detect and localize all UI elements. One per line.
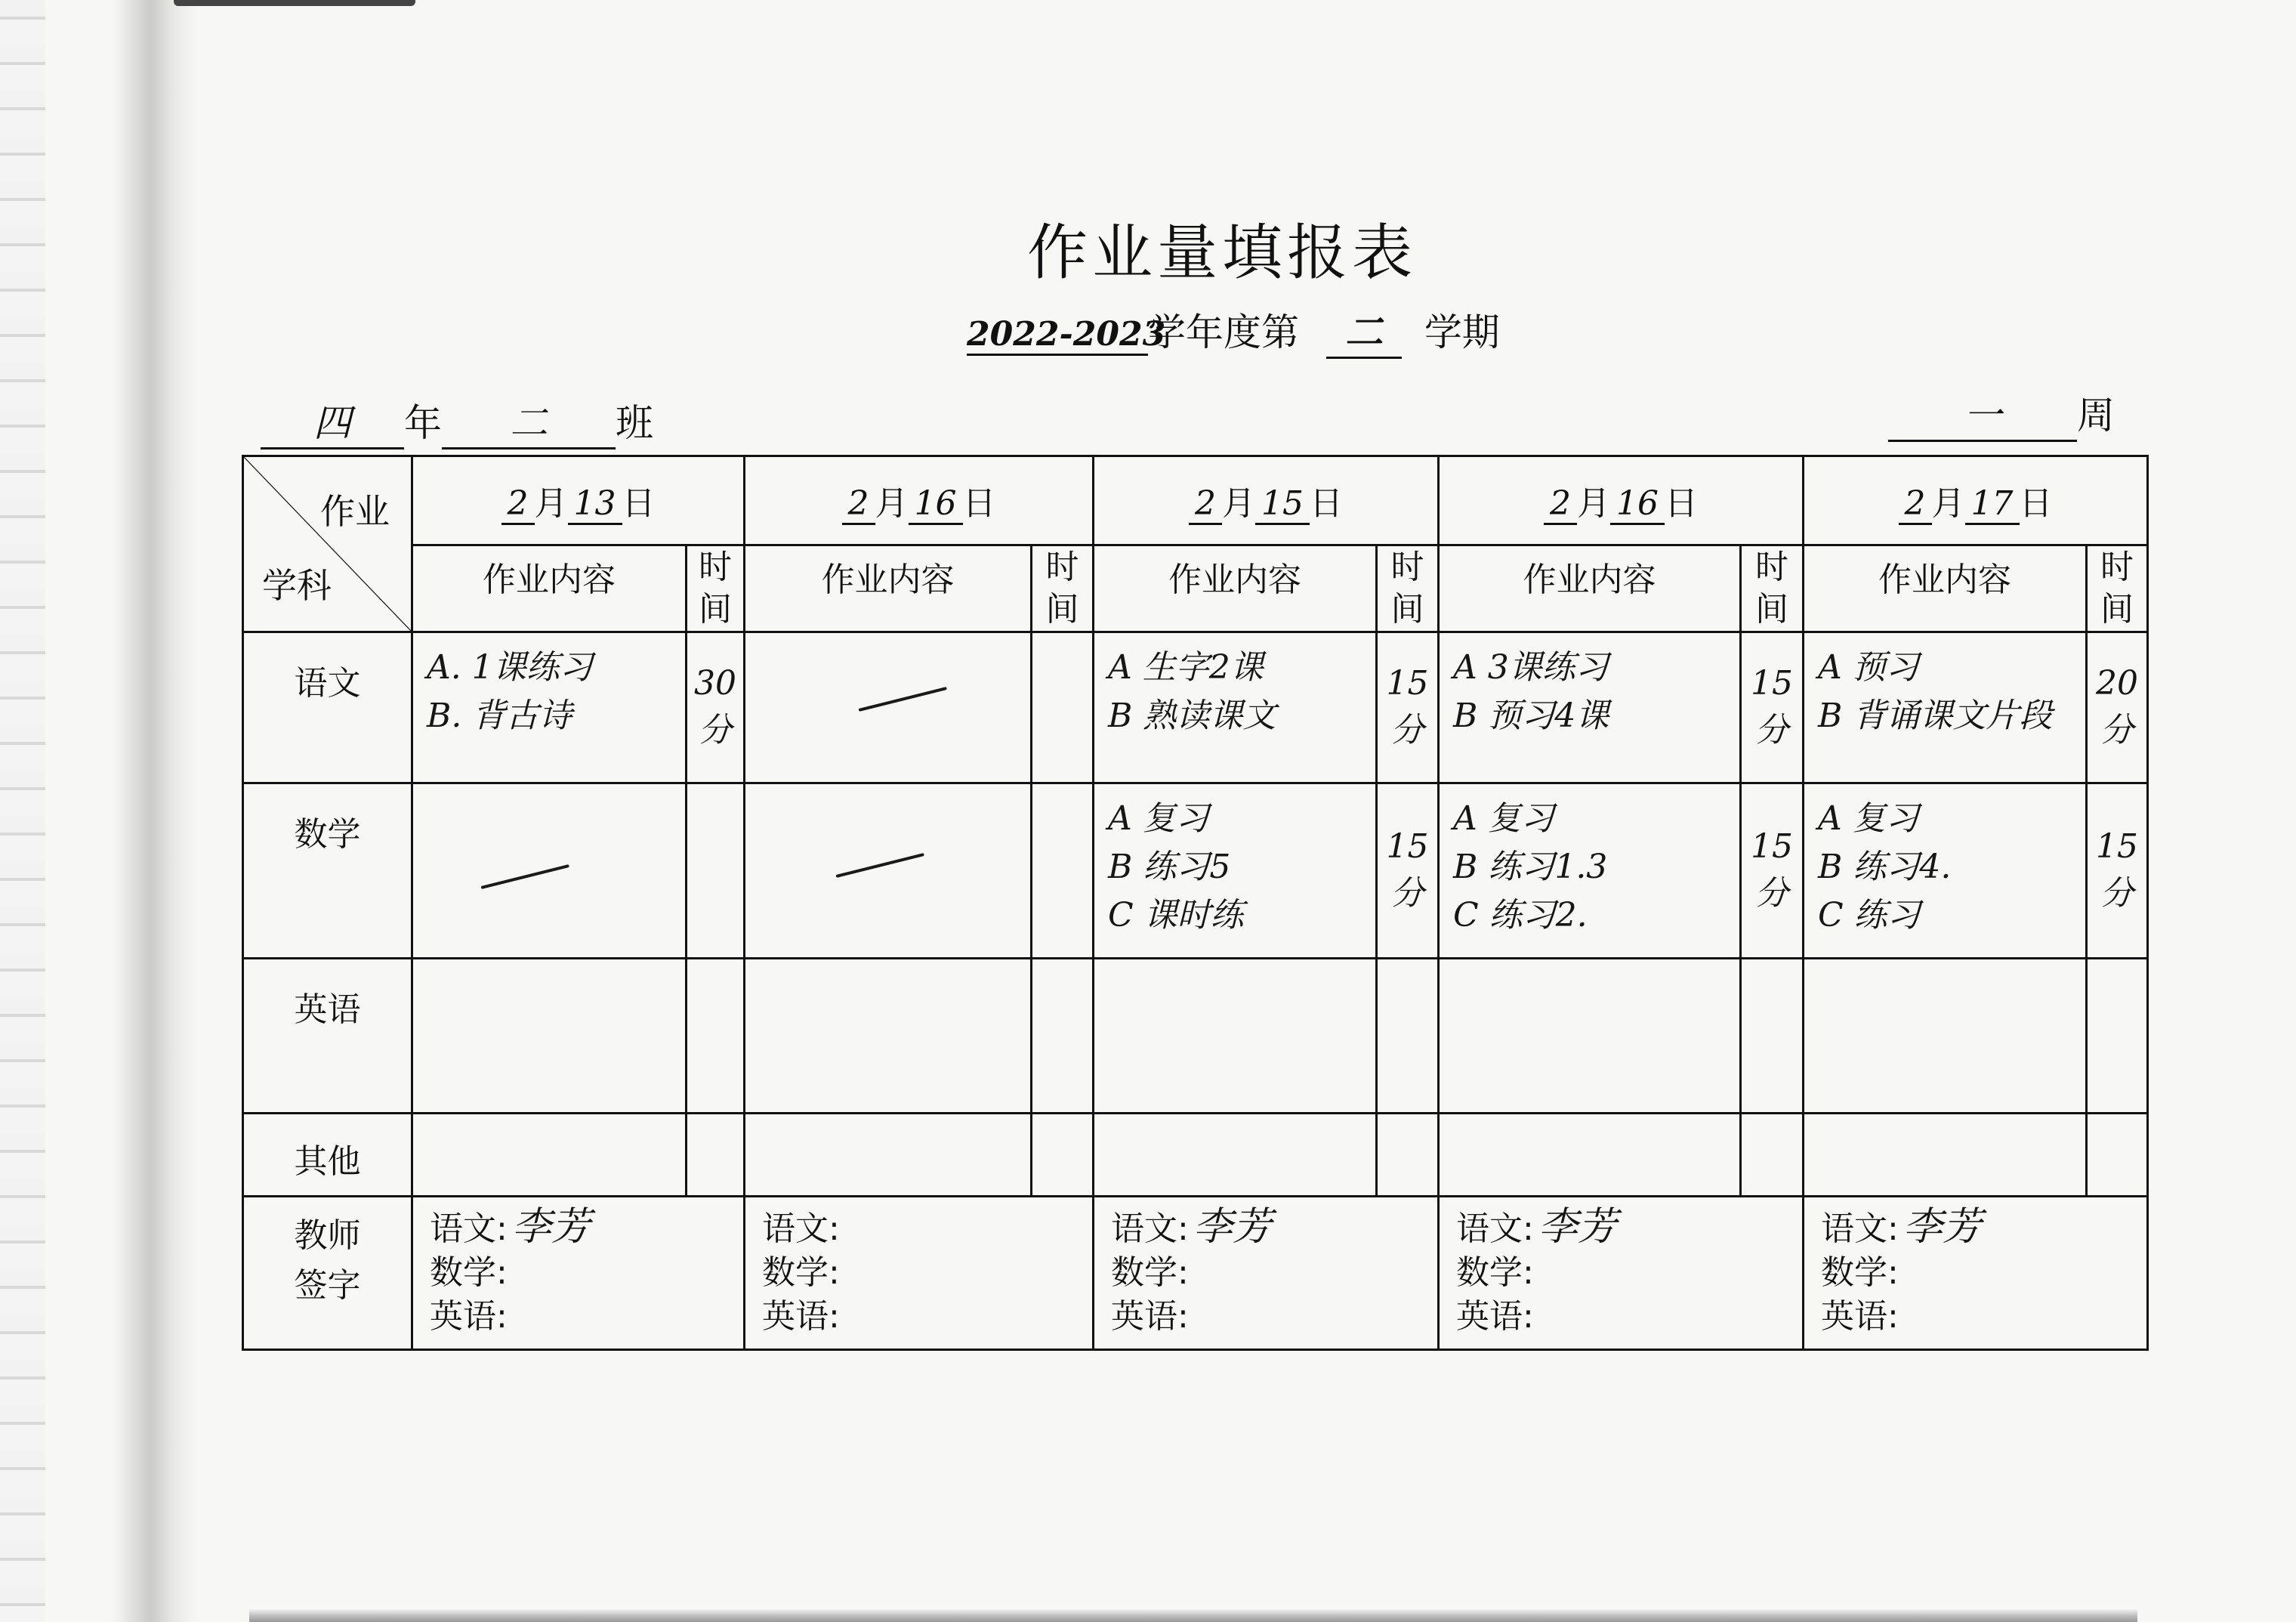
content-header: 作业内容	[1439, 545, 1741, 632]
week-line	[1888, 385, 2115, 442]
signature-cell: 语文: 数学: 英语:	[745, 1197, 1094, 1350]
year-suffix: 学年度第	[1148, 310, 1299, 354]
signature-cell: 语文: 李芳 数学: 英语:	[1804, 1197, 2148, 1350]
content-header: 作业内容	[412, 545, 687, 632]
homework-cell-empty	[412, 783, 687, 959]
homework-cell: A 复习 B 练习4. C 练习	[1804, 783, 2087, 959]
term-line	[967, 302, 1500, 359]
homework-cell-empty	[745, 783, 1032, 959]
homework-cell: A. 1课练习 B. 背古诗	[412, 632, 687, 783]
day-header: 2 月 16 日	[1439, 456, 1804, 545]
grade-value: 四	[261, 393, 404, 450]
class-value: 二	[442, 393, 616, 450]
chinese-row	[243, 632, 2148, 783]
scan-binding-shadow	[113, 0, 196, 1622]
corner-homework-label: 作业	[320, 491, 390, 532]
homework-cell-empty	[1094, 959, 1377, 1114]
time-cell	[687, 1114, 745, 1197]
homework-cell: A 预习 B 背诵课文片段	[1804, 632, 2087, 783]
signature-cell: 语文: 李芳 数学: 英语:	[412, 1197, 745, 1350]
teacher-signature: 李芳	[1193, 1204, 1272, 1250]
time-cell	[687, 783, 745, 959]
homework-cell: A 复习 B 练习5 C 课时练	[1094, 783, 1377, 959]
homework-cell-empty	[412, 1114, 687, 1197]
form-title: 作业量填报表	[1027, 218, 1417, 288]
time-cell	[687, 959, 745, 1114]
other-row	[243, 1114, 2148, 1197]
scan-left-edge	[0, 0, 45, 1622]
class-line	[261, 393, 653, 450]
time-cell	[1032, 1114, 1094, 1197]
subject-chinese: 语文	[243, 632, 412, 783]
week-value: 一	[1888, 385, 2077, 442]
homework-cell-empty	[1094, 1114, 1377, 1197]
signature-cell: 语文: 李芳 数学: 英语:	[1094, 1197, 1439, 1350]
signature-cell: 语文: 李芳 数学: 英语:	[1439, 1197, 1804, 1350]
time-cell	[1377, 959, 1439, 1114]
time-cell: 20分	[2087, 632, 2148, 783]
homework-table	[242, 455, 2149, 1351]
teacher-signature: 李芳	[1538, 1204, 1617, 1250]
time-cell	[2087, 959, 2148, 1114]
subject-english: 英语	[243, 959, 412, 1114]
homework-cell-empty	[745, 632, 1032, 783]
school-year: 2022-2023	[967, 315, 1148, 356]
homework-cell-empty	[1439, 959, 1741, 1114]
blank-dash	[859, 687, 947, 712]
subject-other: 其他	[243, 1114, 412, 1197]
subject-math: 数学	[243, 783, 412, 959]
grade-label: 年	[404, 401, 442, 445]
time-cell: 15分	[1741, 632, 1804, 783]
content-header: 作业内容	[1804, 545, 2087, 632]
time-cell	[1741, 959, 1804, 1114]
day-header: 2 月 15 日	[1094, 456, 1439, 545]
time-cell	[1032, 632, 1094, 783]
time-cell: 15分	[1377, 632, 1439, 783]
day-header: 2 月 16 日	[745, 456, 1094, 545]
day-header: 2 月 17 日	[1804, 456, 2148, 545]
time-cell	[1032, 959, 1094, 1114]
time-header: 时 间	[687, 545, 745, 632]
time-cell	[1377, 1114, 1439, 1197]
date-row	[243, 456, 2148, 545]
time-cell	[1032, 783, 1094, 959]
time-header: 时 间	[1032, 545, 1094, 632]
term-suffix: 学期	[1424, 310, 1500, 354]
day-header: 2 月 13 日	[412, 456, 745, 545]
teacher-sign-label: 教师 签字	[243, 1197, 412, 1350]
scan-top-mark	[174, 0, 415, 6]
teacher-signature: 李芳	[1903, 1204, 1982, 1250]
math-row	[243, 783, 2148, 959]
subheader-row	[243, 545, 2148, 632]
time-cell	[2087, 1114, 2148, 1197]
time-cell: 15分	[2087, 783, 2148, 959]
homework-cell-empty	[1439, 1114, 1741, 1197]
homework-cell-empty	[412, 959, 687, 1114]
homework-cell-empty	[745, 1114, 1032, 1197]
time-cell: 30分	[687, 632, 745, 783]
homework-cell-empty	[745, 959, 1032, 1114]
time-header: 时 间	[1741, 545, 1804, 632]
blank-dash	[481, 864, 569, 889]
english-row	[243, 959, 2148, 1114]
scan-bottom-edge	[249, 1608, 2137, 1622]
time-cell	[1741, 1114, 1804, 1197]
time-cell: 15分	[1377, 783, 1439, 959]
content-header: 作业内容	[1094, 545, 1377, 632]
homework-cell: A 3课练习 B 预习4课	[1439, 632, 1741, 783]
homework-cell: A 复习 B 练习1.3 C 练习2.	[1439, 783, 1741, 959]
content-header: 作业内容	[745, 545, 1032, 632]
corner-cell	[243, 456, 412, 632]
time-cell: 15分	[1741, 783, 1804, 959]
corner-subject-label: 学科	[262, 565, 332, 606]
teacher-signature: 李芳	[511, 1204, 591, 1250]
time-header: 时 间	[2087, 545, 2148, 632]
term-number: 二	[1326, 302, 1402, 359]
homework-cell-empty	[1804, 959, 2087, 1114]
signature-row	[243, 1197, 2148, 1350]
time-header: 时 间	[1377, 545, 1439, 632]
homework-cell-empty	[1804, 1114, 2087, 1197]
blank-dash	[836, 853, 924, 878]
week-label: 周	[2077, 394, 2115, 437]
class-label: 班	[616, 401, 653, 445]
homework-cell: A 生字2课 B 熟读课文	[1094, 632, 1377, 783]
